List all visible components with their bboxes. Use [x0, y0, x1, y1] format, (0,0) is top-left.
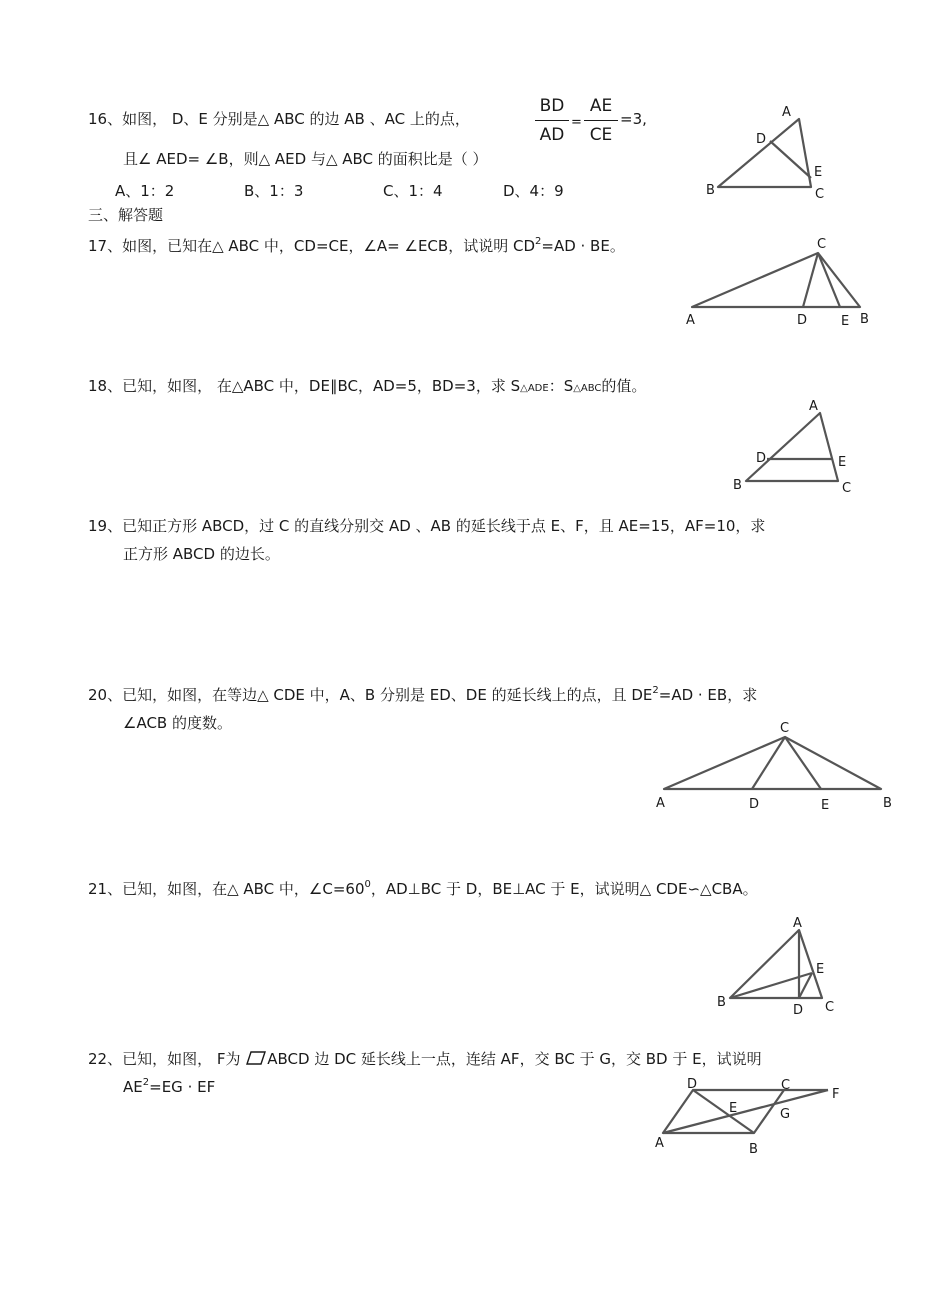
- q16-frac1-numerator: BD: [539, 96, 565, 116]
- q18-label-a: A: [809, 399, 818, 414]
- q18-subscript-abc: △ABC: [573, 383, 602, 394]
- q21-text-post: ，AD⊥BC 于 D，BE⊥AC 于 E，试说明△ CDE∽△CBA。: [370, 880, 758, 898]
- q18-label-d: D: [756, 451, 767, 466]
- q17-text-post: =AD · BE。: [541, 237, 625, 255]
- q16-label-c: C: [815, 187, 825, 202]
- q22-text-post: ABCD 边 DC 延长线上一点，连结 AF，交 BC 于 G，交 BD 于 E，试说明: [267, 1050, 762, 1068]
- q17-superscript: 2: [535, 236, 542, 247]
- q17-label-d: D: [797, 313, 808, 328]
- q16-equals: =: [571, 115, 582, 130]
- q16-label-b: B: [706, 183, 715, 198]
- q22-label-c: C: [781, 1078, 791, 1093]
- q20-line2: ∠ACB 的度数。: [123, 714, 232, 732]
- q16-line1: 16、如图， D、E 分别是△ ABC 的边 AB 、AC 上的点，: [88, 110, 470, 128]
- q20-text-post: =AD · EB，求: [658, 686, 758, 704]
- q21-label-e: E: [816, 962, 825, 977]
- q19-line2: 正方形 ABCD 的边长。: [123, 545, 280, 563]
- q16-line2: 且∠ AED= ∠B，则△ AED 与△ ABC 的面积比是（ ）: [123, 150, 488, 168]
- q21-superscript: 0: [364, 879, 371, 890]
- q17-text-pre: 17、如图，已知在△ ABC 中，CD=CE，∠A= ∠ECB，试说明 CD: [88, 237, 535, 255]
- q16-frac1-denominator: AD: [539, 125, 565, 145]
- q18-text-pre: 18、已知，如图， 在△ABC 中，DE∥BC，AD=5，BD=3，求 S: [88, 377, 521, 395]
- q18-text-post: 的值。: [601, 377, 647, 395]
- q16-label-a: A: [782, 105, 791, 120]
- q21-label-d: D: [793, 1003, 804, 1018]
- q16-label-d: D: [756, 132, 767, 147]
- q18-label-b: B: [733, 478, 742, 493]
- q22-label-b: B: [749, 1142, 758, 1157]
- q20-superscript: 2: [652, 685, 659, 696]
- q20-label-c: C: [780, 721, 790, 736]
- q22-line2-post: =EG · EF: [149, 1078, 216, 1096]
- q16-label-e: E: [814, 165, 823, 180]
- q17-label-c: C: [817, 237, 827, 252]
- section-heading: 三、解答题: [88, 206, 164, 224]
- q16-option-b: B、1：3: [244, 182, 304, 200]
- q22-label-g: G: [780, 1107, 791, 1122]
- q22-line2-pre: AE: [123, 1078, 143, 1096]
- q18-label-e: E: [838, 455, 847, 470]
- q21-text-pre: 21、已知，如图，在△ ABC 中，∠C=60: [88, 880, 365, 898]
- q20-label-b: B: [883, 796, 892, 811]
- q16-option-d: D、4：9: [503, 182, 564, 200]
- q16-option-a: A、1：2: [115, 182, 175, 200]
- q20-label-e: E: [821, 798, 830, 813]
- q17-label-a: A: [686, 313, 695, 328]
- q22-label-f: F: [832, 1087, 840, 1102]
- q22-label-a: A: [655, 1136, 664, 1151]
- q18-text-mid: ：S: [548, 377, 574, 395]
- q20-label-a: A: [656, 796, 665, 811]
- q22-label-d: D: [687, 1077, 698, 1092]
- q20-text-pre: 20、已知，如图，在等边△ CDE 中，A、B 分别是 ED、DE 的延长线上的点，且 DE: [88, 686, 653, 704]
- q21-label-b: B: [717, 995, 726, 1010]
- q16-frac2-numerator: AE: [589, 96, 613, 116]
- q16-option-c: C、1：4: [383, 182, 443, 200]
- q21-label-c: C: [825, 1000, 835, 1015]
- q21-label-a: A: [793, 916, 802, 931]
- q20-label-d: D: [749, 797, 760, 812]
- q17-label-b: B: [860, 312, 869, 327]
- q17-label-e: E: [841, 314, 850, 329]
- q16-ratio-tail: =3,: [620, 110, 647, 128]
- q22-superscript: 2: [142, 1077, 150, 1088]
- q16-frac2-denominator: CE: [589, 125, 613, 145]
- q19-line1: 19、已知正方形 ABCD，过 C 的直线分别交 AD 、AB 的延长线于点 E、F，且 AE=15，AF=10，求: [88, 517, 766, 535]
- q22-label-e: E: [729, 1101, 738, 1116]
- q18-label-c: C: [842, 481, 852, 496]
- q22-text-pre: 22、已知，如图， F为: [88, 1050, 241, 1068]
- q18-subscript-ade: △ADE: [520, 383, 549, 394]
